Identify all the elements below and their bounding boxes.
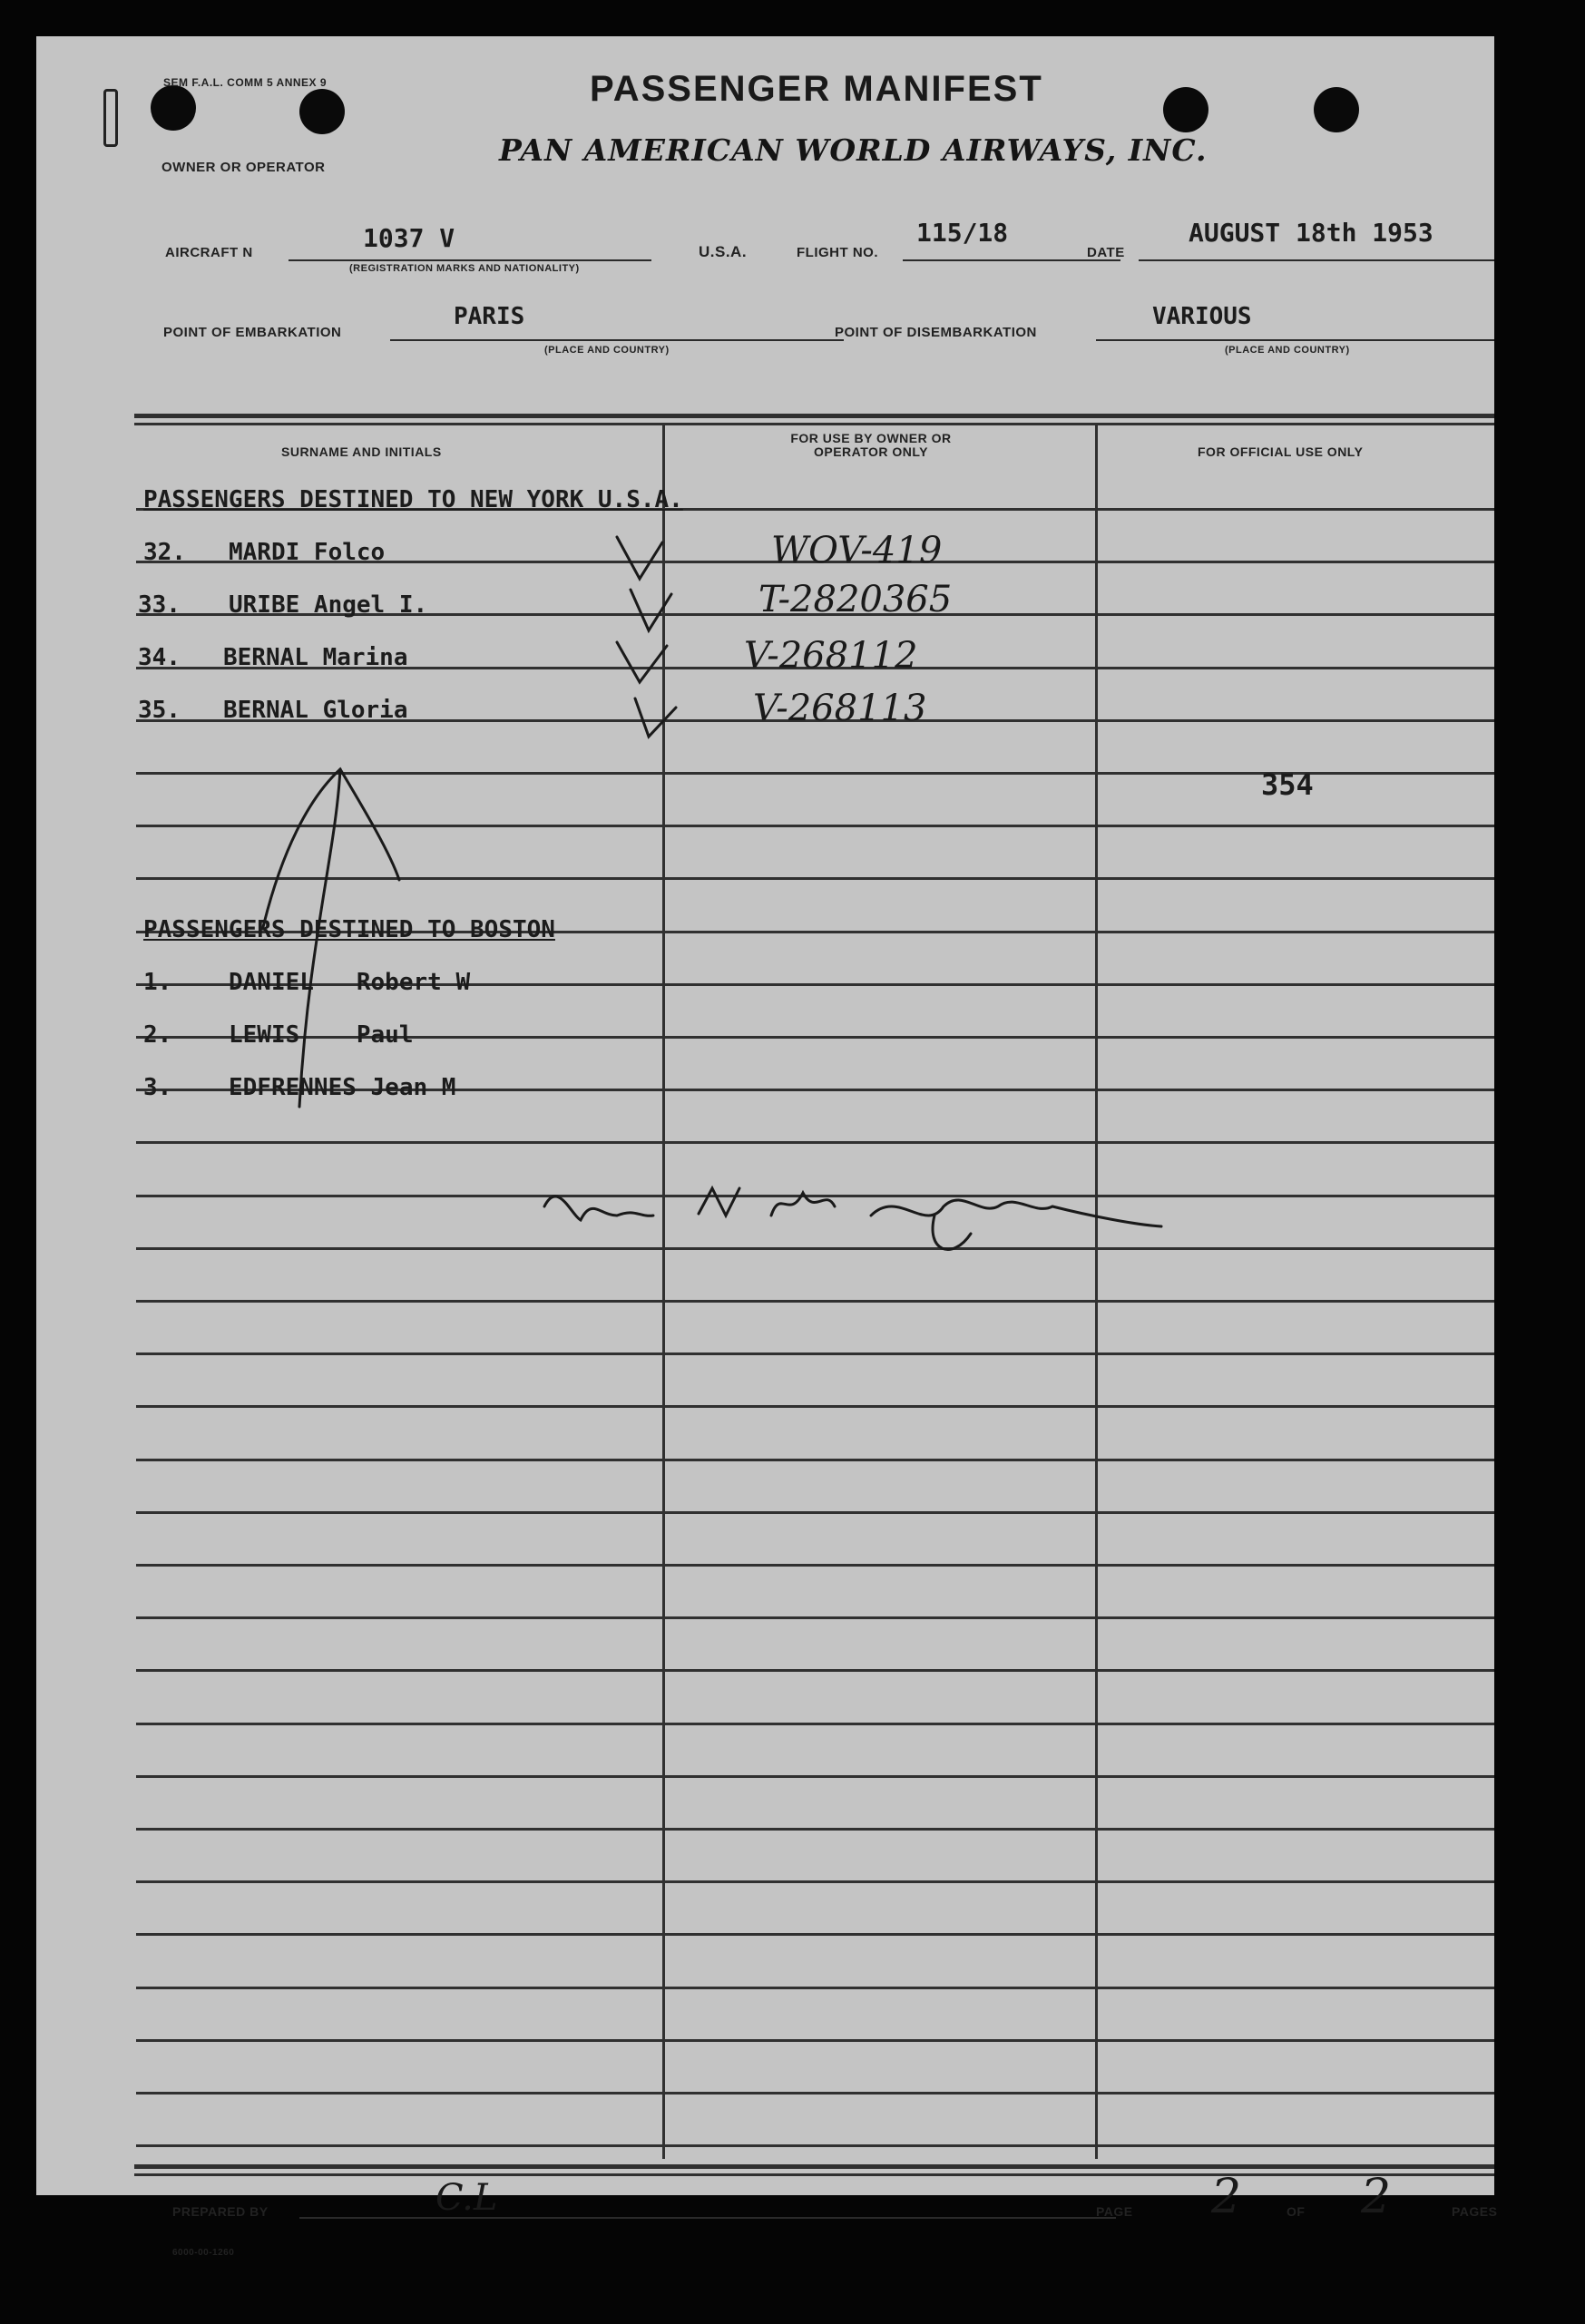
passenger-name: MARDI Folco — [229, 539, 386, 566]
passenger-name: LEWIS Paul — [229, 1021, 414, 1049]
aircraft-value: 1037 V — [363, 223, 455, 253]
date-value: AUGUST 18th 1953 — [1189, 218, 1433, 248]
aircraft-sub-label: (REGISTRATION MARKS AND NATIONALITY) — [349, 263, 580, 274]
page-total: 2 — [1361, 2170, 1392, 2224]
manifest-sheet — [36, 36, 1498, 2258]
section-heading-boston: PASSENGERS DESTINED TO BOSTON — [143, 916, 555, 943]
passenger-number: 33. — [138, 591, 181, 619]
disembarkation-value: VARIOUS — [1152, 303, 1252, 330]
passenger-number: 1. — [143, 969, 172, 996]
col-header-official: FOR OFFICIAL USE ONLY — [1198, 444, 1364, 459]
aircraft-label: AIRCRAFT N — [165, 245, 253, 260]
flight-value: 115/18 — [916, 218, 1009, 248]
passenger-number: 35. — [138, 697, 181, 724]
prepared-by-underline — [299, 2217, 1116, 2219]
official-count: 354 — [1261, 767, 1314, 802]
passenger-name: URIBE Angel I. — [229, 591, 428, 619]
passenger-number: 2. — [143, 1021, 172, 1049]
passenger-number: 34. — [138, 644, 181, 671]
prepared-by-label: PREPARED BY — [172, 2204, 269, 2219]
passenger-document: WOV-419 — [771, 530, 943, 571]
embarkation-label: POINT OF EMBARKATION — [163, 325, 342, 340]
table-bottom-rule — [134, 2173, 1494, 2176]
passenger-name: EDFRENNES Jean M — [229, 1074, 456, 1101]
embarkation-value: PARIS — [454, 303, 525, 330]
passenger-number: 3. — [143, 1074, 172, 1101]
page-number: 2 — [1211, 2170, 1242, 2224]
date-label: DATE — [1087, 245, 1125, 260]
form-title: PASSENGER MANIFEST — [590, 69, 1043, 109]
pages-label: PAGES — [1452, 2204, 1498, 2219]
disembarkation-sub-label: (PLACE AND COUNTRY) — [1225, 345, 1350, 356]
passenger-document: V-268113 — [753, 688, 927, 729]
passenger-document: V-268112 — [744, 635, 918, 677]
passenger-name: DANIEL Robert W — [229, 969, 471, 996]
flight-label: FLIGHT NO. — [797, 245, 878, 260]
print-code: 6000-00-1260 — [172, 2248, 235, 2258]
of-label: OF — [1287, 2204, 1306, 2219]
page-label: PAGE — [1096, 2204, 1133, 2219]
col-header-owner-use: FOR USE BY OWNER OR OPERATOR ONLY — [790, 431, 952, 459]
section-heading-new-york: PASSENGERS DESTINED TO NEW YORK U.S.A. — [143, 486, 683, 513]
prepared-by-value: C.L — [435, 2177, 498, 2219]
country-label: U.S.A. — [699, 243, 748, 260]
passenger-number: 32. — [143, 539, 186, 566]
embarkation-sub-label: (PLACE AND COUNTRY) — [544, 345, 670, 356]
disembarkation-label: POINT OF DISEMBARKATION — [835, 325, 1037, 340]
passenger-name: BERNAL Marina — [223, 644, 408, 671]
passenger-name: BERNAL Gloria — [223, 697, 408, 724]
handwritten-checkmarks — [36, 36, 1494, 2195]
table-bottom-rule — [134, 2164, 1494, 2169]
form-code: SEM F.A.L. COMM 5 ANNEX 9 — [163, 76, 328, 89]
passenger-document: T-2820365 — [758, 579, 953, 620]
col-header-surname: SURNAME AND INITIALS — [281, 444, 442, 459]
airline-name: PAN AMERICAN WORLD AIRWAYS, INC. — [499, 132, 1208, 168]
owner-label: OWNER OR OPERATOR — [161, 160, 326, 175]
